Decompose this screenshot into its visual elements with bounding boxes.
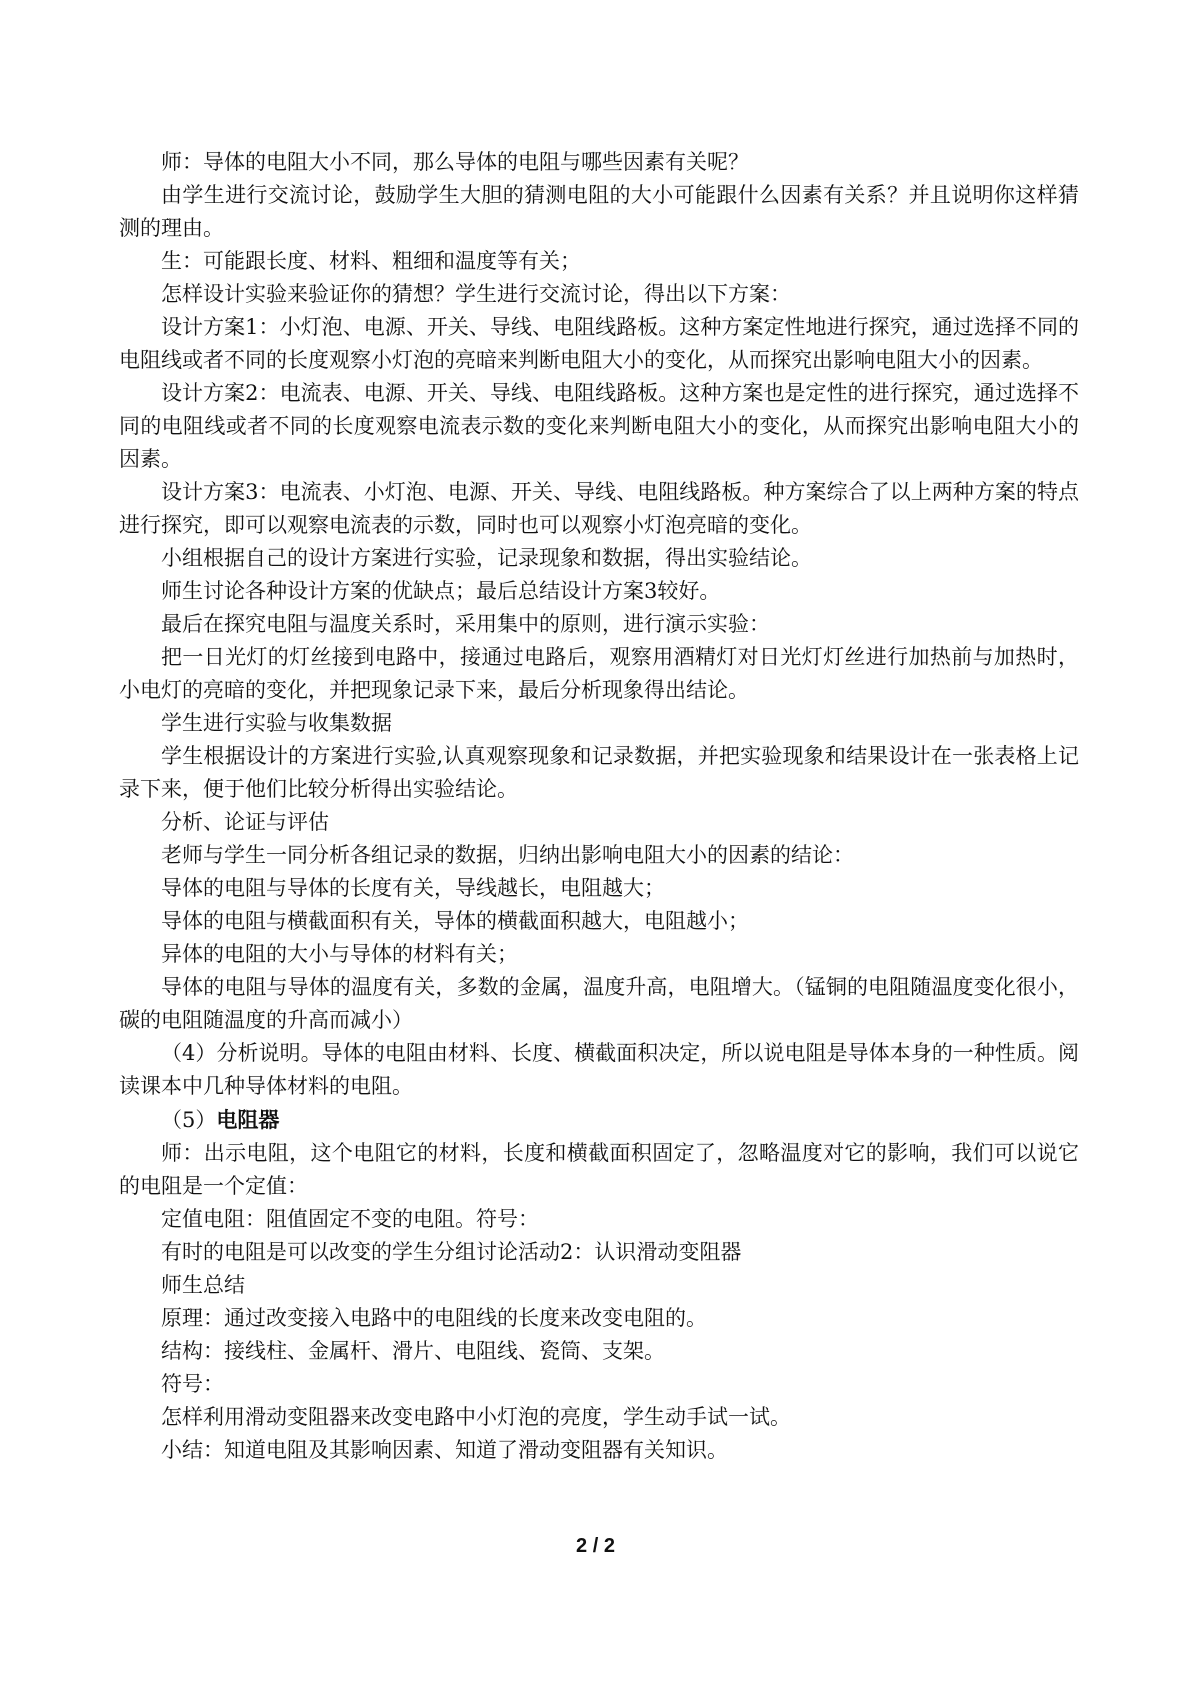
- paragraph: 导体的电阻与横截面积有关，导体的横截面积越大，电阻越小；: [161, 909, 749, 933]
- paragraph: 定值电阻：阻值固定不变的电阻。符号：: [161, 1207, 539, 1231]
- document-body: [119, 146, 1079, 1467]
- paragraph: 由学生进行交流讨论，鼓励学生大胆的猜测电阻的大小可能跟什么因素有关系？并且说明你这样猜测的理由。: [119, 183, 1079, 240]
- paragraph: 怎样利用滑动变阻器来改变电路中小灯泡的亮度，学生动手试一试。: [161, 1405, 791, 1429]
- paragraph: 异体的电阻的大小与导体的材料有关；: [161, 942, 518, 966]
- analysis-paragraph: （4）分析说明。导体的电阻由材料、长度、横截面积决定，所以说电阻是导体本身的一种性质。阅读课本中几种导体材料的电阻。: [119, 1041, 1079, 1098]
- paragraph: 分析、论证与评估: [161, 810, 329, 834]
- paragraph: 有时的电阻是可以改变的学生分组讨论活动2：认识滑动变阻器: [161, 1240, 742, 1264]
- paragraph: 导体的电阻与导体的长度有关，导线越长，电阻越大；: [161, 876, 665, 900]
- paragraph: 学生进行实验与收集数据: [161, 711, 392, 735]
- paragraph: 老师与学生一同分析各组记录的数据，归纳出影响电阻大小的因素的结论：: [161, 843, 854, 867]
- paragraph: 导体的电阻与导体的温度有关，多数的金属，温度升高，电阻增大。（锰铜的电阻随温度变化很小，碳的电阻随温度的升高而减小）: [119, 975, 1079, 1032]
- paragraph: 师：出示电阻，这个电阻它的材料，长度和横截面积固定了，忽略温度对它的影响，我们可以说它的电阻是一个定值：: [119, 1141, 1079, 1198]
- paragraph: 怎样设计实验来验证你的猜想？学生进行交流讨论，得出以下方案：: [161, 282, 791, 306]
- paragraph: 原理：通过改变接入电路中的电阻线的长度来改变电阻的。: [161, 1306, 707, 1330]
- paragraph: 符号：: [161, 1372, 224, 1396]
- paragraph: 师生总结: [161, 1273, 245, 1297]
- section-title: 电阻器: [216, 1107, 280, 1132]
- paragraph: 设计方案2：电流表、电源、开关、导线、电阻线路板。这种方案也是定性的进行探究，通过选择不同的电阻线或者不同的长度观察电流表示数的变化来判断电阻大小的变化，从而探究出影响电阻大小的因素。: [119, 381, 1079, 471]
- paragraph: 小结：知道电阻及其影响因素、知道了滑动变阻器有关知识。: [161, 1438, 728, 1462]
- section-number: （5）: [161, 1108, 217, 1132]
- paragraph: 师生讨论各种设计方案的优缺点；最后总结设计方案3较好。: [161, 579, 721, 603]
- paragraph: 结构：接线柱、金属杆、滑片、电阻线、瓷筒、支架。: [161, 1339, 665, 1363]
- paragraph: 设计方案1：小灯泡、电源、开关、导线、电阻线路板。这种方案定性地进行探究，通过选择不同的电阻线或者不同的长度观察小灯泡的亮暗来判断电阻大小的变化，从而探究出影响电阻大小的因素。: [119, 315, 1079, 372]
- page-number: 2 / 2: [576, 1535, 615, 1557]
- section-heading-resistor: [119, 1103, 1079, 1137]
- paragraph: 最后在探究电阻与温度关系时，采用集中的原则，进行演示实验：: [161, 612, 770, 636]
- paragraph: 小组根据自己的设计方案进行实验，记录现象和数据，得出实验结论。: [161, 546, 812, 570]
- paragraph: 生：可能跟长度、材料、粗细和温度等有关；: [161, 249, 581, 273]
- paragraph: 把一日光灯的灯丝接到电路中，接通过电路后，观察用酒精灯对日光灯灯丝进行加热前与加热时，小电灯的亮暗的变化，并把现象记录下来，最后分析现象得出结论。: [119, 645, 1079, 702]
- paragraph: 学生根据设计的方案进行实验,认真观察现象和记录数据，并把实验现象和结果设计在一张表格上记录下来，便于他们比较分析得出实验结论。: [119, 744, 1079, 801]
- paragraph: 师：导体的电阻大小不同，那么导体的电阻与哪些因素有关呢？: [161, 150, 749, 174]
- paragraph: 设计方案3：电流表、小灯泡、电源、开关、导线、电阻线路板。种方案综合了以上两种方案的特点进行探究，即可以观察电流表的示数，同时也可以观察小灯泡亮暗的变化。: [119, 480, 1079, 537]
